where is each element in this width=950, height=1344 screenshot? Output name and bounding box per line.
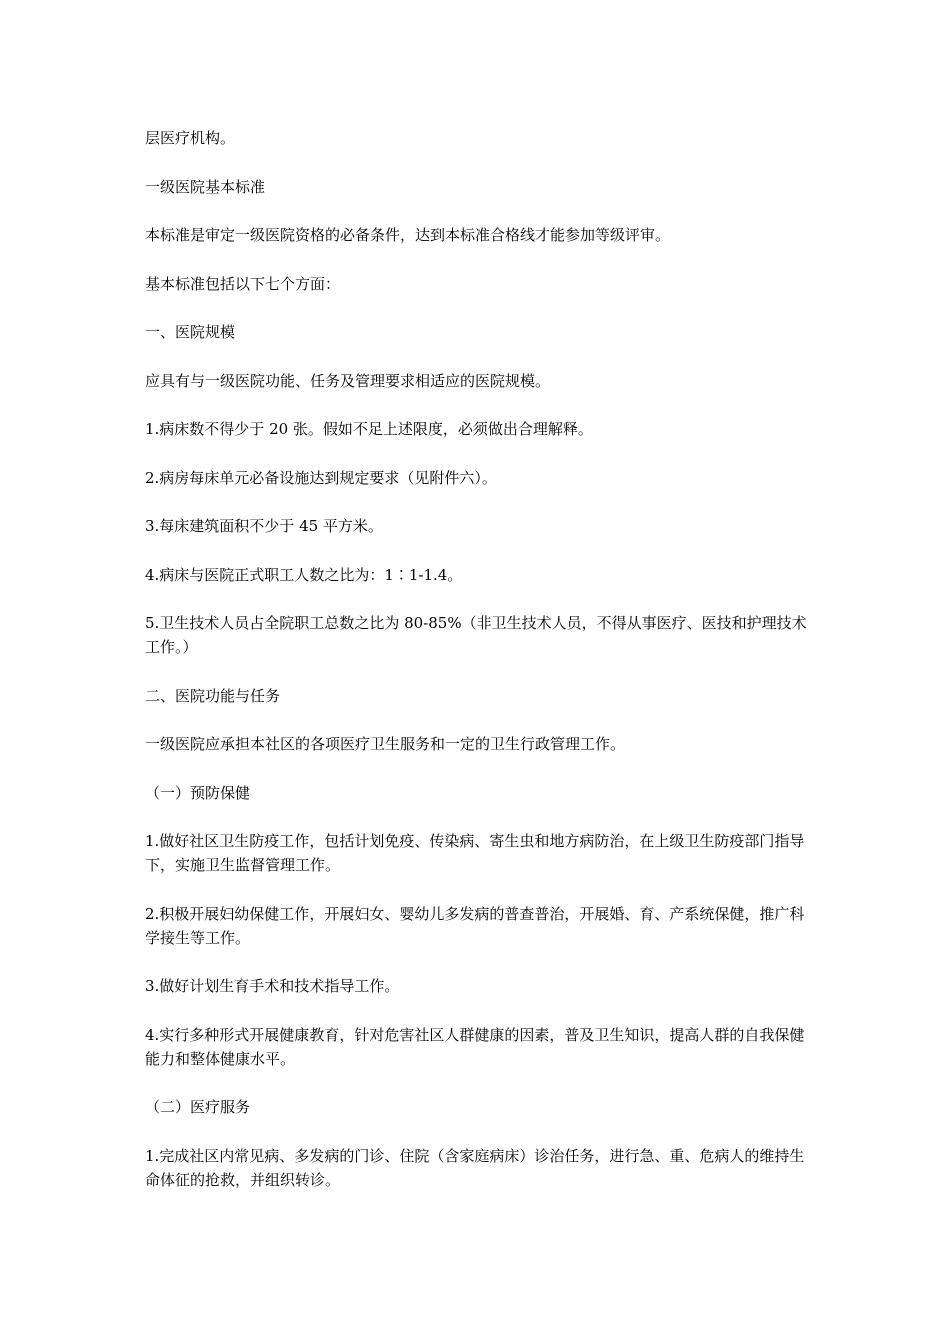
list-item-health-education: 4.实行多种形式开展健康教育，针对危害社区人群健康的因素，普及卫生知识，提高人群的自我保健能力和整体健康水平。 bbox=[145, 1025, 805, 1068]
list-item-floor-area: 3.每床建筑面积不少于 45 平方米。 bbox=[145, 517, 383, 535]
list-item-staff-ratio: 4.病床与医院正式职工人数之比为：1∶1-1.4。 bbox=[145, 565, 463, 584]
paragraph-continuation: 层医疗机构。 bbox=[145, 129, 236, 147]
list-item-family-planning: 3.做好计划生育手术和技术指导工作。 bbox=[145, 977, 400, 995]
list-item-maternal-child-health: 2.积极开展妇幼保健工作，开展妇女、婴幼儿多发病的普查普治，开展婚、育、产系统保健，推广科学接生等工作。 bbox=[145, 904, 805, 947]
paragraph-seven-aspects: 基本标准包括以下七个方面： bbox=[145, 274, 341, 293]
list-item-outpatient-inpatient: 1.完成社区内常见病、多发病的门诊、住院（含家庭病床）诊治任务，进行急、重、危病人的维持生命体征的抢救，并组织转诊。 bbox=[145, 1146, 805, 1189]
paragraph-scale-intro: 应具有与一级医院功能、任务及管理要求相适应的医院规模。 bbox=[145, 371, 551, 390]
subsection-heading-medical-service: （二）医疗服务 bbox=[145, 1098, 251, 1116]
heading-level1-standard: 一级医院基本标准 bbox=[145, 177, 266, 196]
list-item-ward-facilities: 2.病房每床单元必备设施达到规定要求（见附件六）。 bbox=[145, 468, 497, 487]
document-body bbox=[145, 126, 810, 1216]
section-heading-functions: 二、医院功能与任务 bbox=[145, 686, 281, 705]
paragraph-intro: 本标准是审定一级医院资格的必备条件，达到本标准合格线才能参加等级评审。 bbox=[145, 226, 671, 244]
subsection-heading-prevention: （一）预防保健 bbox=[145, 783, 251, 802]
list-item-beds: 1.病床数不得少于 20 张。假如不足上述限度，必须做出合理解释。 bbox=[145, 420, 593, 438]
paragraph-functions-intro: 一级医院应承担本社区的各项医疗卫生服务和一定的卫生行政管理工作。 bbox=[145, 735, 626, 753]
list-item-technical-staff: 5.卫生技术人员占全院职工总数之比为 80-85%（非卫生技术人员，不得从事医疗、医技和护理技术工作。） bbox=[145, 614, 807, 656]
section-heading-hospital-scale: 一、医院规模 bbox=[145, 323, 236, 341]
list-item-epidemic-prevention: 1.做好社区卫生防疫工作，包括计划免疫、传染病、寄生虫和地方病防治，在上级卫生防疫部门指导下，实施卫生监督管理工作。 bbox=[145, 832, 805, 874]
